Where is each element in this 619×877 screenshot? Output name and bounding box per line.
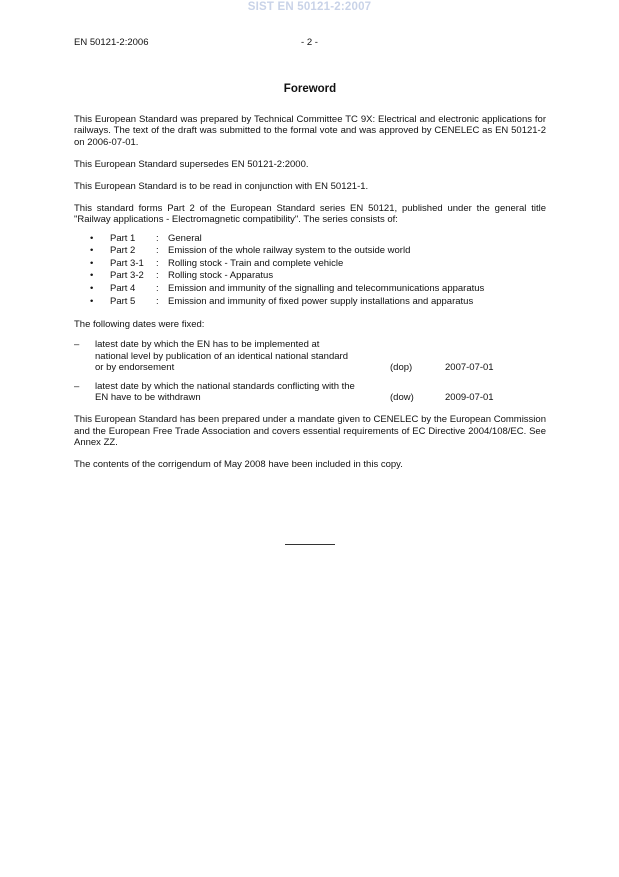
part-number: Part 1 xyxy=(110,232,136,244)
part-number: Part 4 xyxy=(110,283,136,294)
list-item xyxy=(74,339,546,373)
bullet-icon: • xyxy=(90,257,94,269)
date-abbreviation: (dop) xyxy=(390,361,413,373)
part-number: Part 5 xyxy=(110,295,136,307)
part-description: Rolling stock - Apparatus xyxy=(168,270,274,282)
date-value: 2009-07-01 xyxy=(445,392,494,404)
part-description: Emission and immunity of the signalling and telecommunications apparatus xyxy=(168,283,485,294)
date-value: 2007-07-01 xyxy=(445,361,494,373)
paragraph-corrigendum: The contents of the corrigendum of May 2008 have been included in this copy. xyxy=(74,459,403,471)
part-number: Part 3-2 xyxy=(110,270,144,282)
list-item xyxy=(90,283,546,296)
parts-list xyxy=(74,233,546,309)
part-description: Rolling stock - Train and complete vehicle xyxy=(168,257,344,269)
watermark: SIST EN 50121-2:2007 xyxy=(247,1,372,13)
page-number: - 2 - xyxy=(301,37,318,48)
dash-icon: – xyxy=(74,381,80,392)
date-abbreviation: (dow) xyxy=(390,392,414,404)
part-description: Emission of the whole railway system to the outside world xyxy=(168,245,411,257)
part-separator: : xyxy=(156,232,159,244)
paragraph-prepared-by: This European Standard was prepared by Technical Committee TC 9X: Electrical and electronic applications for railways. The text of the draft was submitted to the formal vote and was approved by CENELEC as EN 50121-2 on 2006-07-01. xyxy=(74,114,546,148)
section-title: Foreword xyxy=(283,83,337,95)
document-body xyxy=(74,84,546,470)
paragraph-mandate: This European Standard has been prepared under a mandate given to CENELEC by the European Commission and the European Free Trade Association and covers essential requirements of EC Directive 2004/108/EC. See Annex ZZ. xyxy=(74,414,546,448)
part-description: Emission and immunity of fixed power supply installations and apparatus xyxy=(168,295,474,307)
date-description: latest date by which the EN has to be implemented at national level by publication of an identical national standard or by endorsement xyxy=(95,339,348,373)
list-item xyxy=(90,233,546,246)
list-item xyxy=(90,245,546,258)
part-description: General xyxy=(168,232,202,244)
bullet-icon: • xyxy=(90,245,94,257)
bullet-icon: • xyxy=(90,295,94,307)
part-number: Part 3-1 xyxy=(110,257,144,269)
end-rule xyxy=(285,544,335,545)
part-number: Part 2 xyxy=(110,245,136,257)
paragraph-series: This standard forms Part 2 of the European Standard series EN 50121, published under the general title "Railway applications - Electromagnetic compatibility". The series consists of: xyxy=(74,203,546,226)
bullet-icon: • xyxy=(90,283,94,294)
dash-icon: – xyxy=(74,339,80,351)
document-id: EN 50121-2:2006 xyxy=(74,37,149,48)
part-separator: : xyxy=(156,257,159,269)
bullet-icon: • xyxy=(90,232,94,244)
list-item xyxy=(90,296,546,309)
list-item xyxy=(74,381,546,403)
paragraph-supersedes: This European Standard supersedes EN 50121-2:2000. xyxy=(74,158,309,170)
date-description: latest date by which the national standards conflicting with the EN have to be withdrawn xyxy=(95,381,355,404)
part-separator: : xyxy=(156,245,159,257)
part-separator: : xyxy=(156,295,159,307)
part-separator: : xyxy=(156,283,159,294)
list-item xyxy=(90,258,546,271)
dates-list xyxy=(74,339,546,403)
part-separator: : xyxy=(156,270,159,282)
paragraph-dates-intro: The following dates were fixed: xyxy=(74,319,205,331)
bullet-icon: • xyxy=(90,270,94,282)
list-item xyxy=(90,270,546,283)
paragraph-conjunction: This European Standard is to be read in conjunction with EN 50121-1. xyxy=(74,181,369,193)
